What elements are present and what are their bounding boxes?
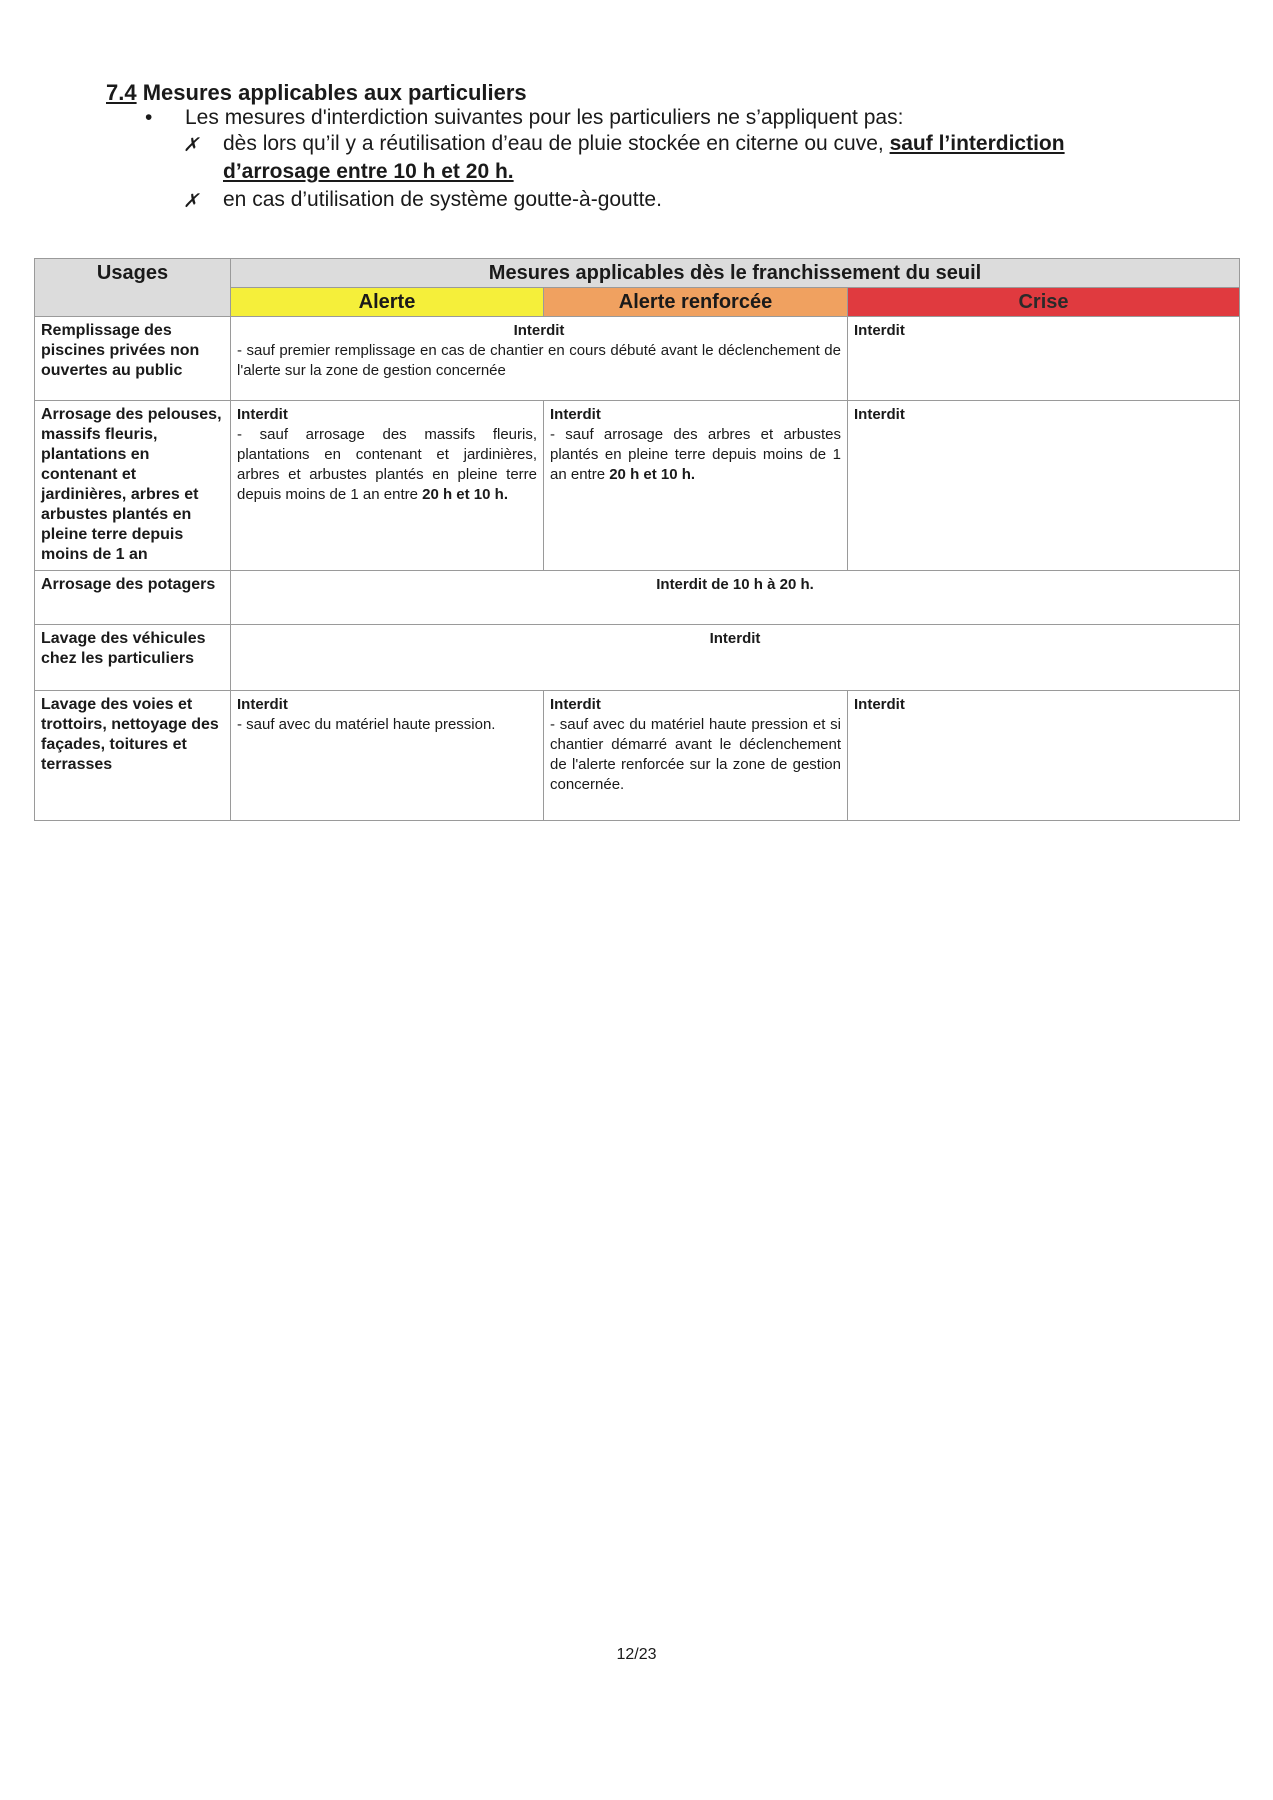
alerte-cell <box>231 401 544 571</box>
all-levels-cell: Interdit <box>231 625 1240 691</box>
cross-mark-icon: ✗ <box>183 191 199 212</box>
exception-text-1 <box>223 132 1065 156</box>
section-heading <box>106 80 527 106</box>
usage-cell: Lavage des véhicules chez les particuliers <box>35 625 231 691</box>
usage-cell: Remplissage des piscines privées non ouvertes au public <box>35 317 231 401</box>
exception-text-1c-wrap <box>223 160 514 184</box>
section-title: Mesures applicables aux particuliers <box>142 80 527 105</box>
page-number: 12/23 <box>616 1646 657 1663</box>
exception-text-1a: dès lors qu’il y a réutilisation d’eau de pluie stockée en citerne ou cuve, <box>223 132 884 155</box>
usage-cell: Arrosage des pelouses, massifs fleuris, plantations en contenant et jardinières, arbres et arbustes plantés en pleine terre depuis moins de 1 an <box>35 401 231 571</box>
merged-cell <box>231 317 848 401</box>
usage-cell: Arrosage des potagers <box>35 571 231 625</box>
section-number: 7.4 <box>106 80 137 105</box>
level-alerte-renforcee: Alerte renforcée <box>544 288 848 317</box>
table-row <box>35 571 1240 625</box>
table-title: Mesures applicables dès le franchissement du seuil <box>231 259 1240 288</box>
table-row <box>35 317 1240 401</box>
bullet-dot-icon: • <box>145 106 153 129</box>
renforcee-cell <box>544 401 848 571</box>
level-alerte: Alerte <box>231 288 544 317</box>
cross-mark-icon: ✗ <box>183 135 199 156</box>
cell-status: Interdit <box>513 322 565 339</box>
renforcee-cell <box>544 691 848 821</box>
table-row <box>35 401 1240 571</box>
table-row <box>35 691 1240 821</box>
crise-cell: Interdit <box>848 317 1240 401</box>
cell-detail <box>237 425 537 505</box>
usage-cell: Lavage des voies et trottoirs, nettoyage des façades, toitures et terrasses <box>35 691 231 821</box>
bullet-item <box>145 106 903 130</box>
table-header-row <box>35 259 1240 288</box>
exception-text-2: en cas d’utilisation de système goutte-à-goutte. <box>223 188 662 211</box>
cell-detail <box>550 425 841 485</box>
crise-cell: Interdit <box>848 691 1240 821</box>
measures-table <box>34 258 1240 821</box>
exception-text-1c: d’arrosage entre 10 h et 20 h. <box>223 160 514 183</box>
cell-status: Interdit <box>237 406 288 423</box>
all-levels-cell: Interdit de 10 h à 20 h. <box>231 571 1240 625</box>
cell-status: Interdit <box>550 406 601 423</box>
usages-header: Usages <box>35 259 231 317</box>
bullet-text: Les mesures d'interdiction suivantes pour les particuliers ne s’appliquent pas: <box>185 106 904 129</box>
exception-text-1b: sauf l’interdiction <box>889 132 1065 155</box>
cell-detail: - sauf avec du matériel haute pression. <box>237 716 496 733</box>
cell-detail-text: - sauf arrosage des massifs fleuris, plantations en contenant et jardinières, arbres et arbustes plantés en pleine terre depuis moins de 1 an entre <box>237 426 537 503</box>
cell-status: Interdit <box>237 696 288 713</box>
cell-detail-text: - sauf arrosage des arbres et arbustes plantés en pleine terre depuis moins de 1 an entre <box>550 426 841 483</box>
cell-detail: - sauf premier remplissage en cas de chantier en cours débuté avant le déclenchement de l'alerte sur la zone de gestion concernée <box>237 342 841 379</box>
alerte-cell <box>231 691 544 821</box>
crise-cell: Interdit <box>848 401 1240 571</box>
cell-detail-hours: 20 h et 10 h. <box>422 486 508 503</box>
cell-status: Interdit <box>550 696 601 713</box>
level-crise: Crise <box>848 288 1240 317</box>
cell-detail: - sauf avec du matériel haute pression et si chantier démarré avant le déclenchement de l'alerte renforcée sur la zone de gestion concernée. <box>550 716 841 793</box>
cell-detail-hours: 20 h et 10 h. <box>609 466 696 483</box>
table-row <box>35 625 1240 691</box>
